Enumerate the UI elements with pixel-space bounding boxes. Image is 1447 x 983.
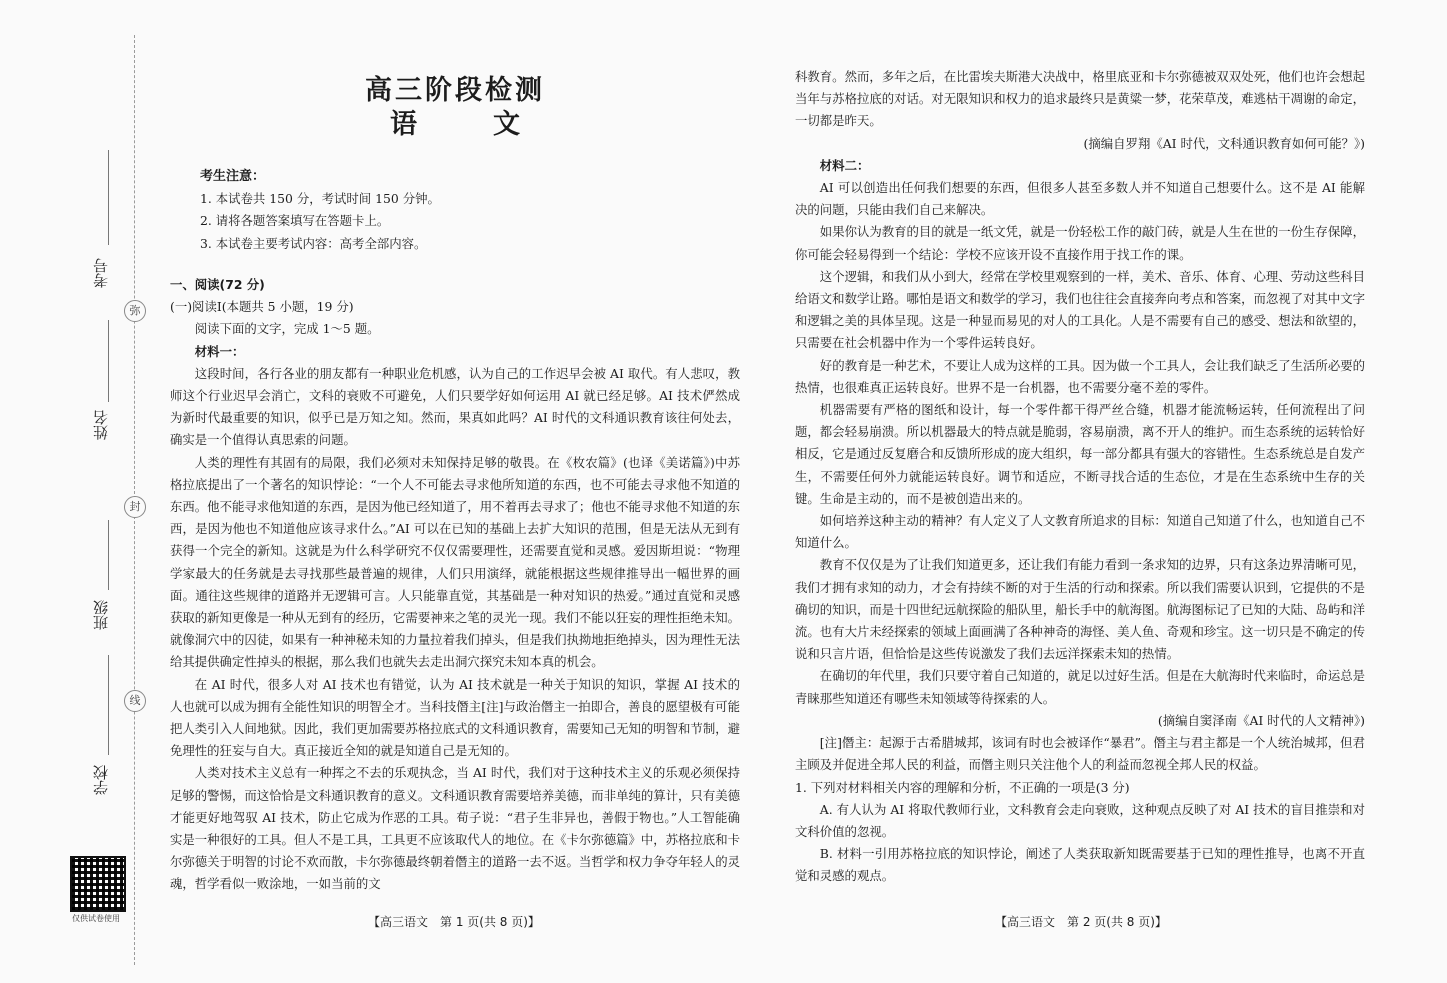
source-citation-1: (摘编自罗翔《AI 时代，文科通识教育如何可能？》) xyxy=(1083,135,1365,151)
section-heading: 一、阅读(72 分) xyxy=(170,277,265,292)
page-2-content xyxy=(795,66,1365,888)
paragraph: 如何培养这种主动的精神？有人定义了人文教育所追求的目标：知道自己知道了什么，也知道自己不知道什么。 xyxy=(795,513,1365,551)
name-line[interactable] xyxy=(108,320,109,402)
paragraph: 这段时间，各行各业的朋友都有一种职业危机感，认为自己的工作迟早会被 AI 取代。有人悲叹，教师这个行业迟早会消亡，文科的衰败不可避免，人们只要学好如何运用 AI 就已经足够。AI 技术俨然成为新时代最重要的知识，似乎已是万知之知。然而，果真如此吗？AI 时代的文科通识教育该往何处去，确实是一个值得认真思索的问题。 xyxy=(170,365,740,448)
binding-margin xyxy=(0,0,165,983)
notice-item: 3. 本试卷主要考试内容：高考全部内容。 xyxy=(200,235,427,251)
material-2-label: 材料二： xyxy=(819,157,870,173)
school-label: 学校 xyxy=(92,765,110,795)
page-2-footer: 【高三语文 第 2 页(共 8 页)】 xyxy=(995,915,1167,929)
class-line[interactable] xyxy=(108,520,109,590)
subject-char-1: 语 xyxy=(390,109,417,140)
notice-item: 2. 请将各题答案填写在答题卡上。 xyxy=(200,213,390,229)
exam-number-line[interactable] xyxy=(108,150,109,245)
paragraph: 在确切的年代里，我们只要守着自己知道的，就足以过好生活。但是在大航海时代来临时，命运总是青睐那些知道还有哪些未知领域等待探索的人。 xyxy=(795,668,1365,706)
class-label: 班级 xyxy=(92,600,110,630)
paragraph: 机器需要有严格的图纸和设计，每一个零件都干得严丝合缝，机器才能流畅运转，任何流程出了问题，都会轻易崩溃。所以机器最大的特点就是脆弱，容易崩溃，离不开人的维护。而生态系统的运转恰好相反，它是通过反复磨合和反馈所形成的庞大组织，每一部分都具有强大的容错性。生态系统总是自发产生，不需要任何外力就能运转良好。调节和适应，不断寻找合适的生态位，才是在生态系统中生存的关键。生命是主动的，而不是被创造出来的。 xyxy=(795,402,1365,506)
paragraph: 好的教育是一种艺术，不要让人成为这样的工具。因为做一个工具人，会让我们缺乏了生活所必要的热情，也很难真正运转良好。世界不是一台机器，也不需要分毫不差的零件。 xyxy=(795,357,1365,395)
instruction: 阅读下面的文字，完成 1～5 题。 xyxy=(194,321,380,337)
seal-mark-feng: 封 xyxy=(124,496,146,518)
qr-code-icon xyxy=(70,856,126,912)
qr-note: 仅供试卷使用 xyxy=(72,914,120,923)
material-1-label: 材料一： xyxy=(194,343,245,359)
paragraph: 科教育。然而，多年之后，在比雷埃夫斯港大决战中，格里底亚和卡尔弥德被双双处死，他们也许会想起当年与苏格拉底的对话。对无限知识和权力的追求最终只是黄粱一梦，花荣草茂，难逃枯干凋谢的命定，一切都是昨天。 xyxy=(795,69,1365,129)
name-label: 姓名 xyxy=(92,410,110,440)
source-citation-2: (摘编自窦泽南《AI 时代的人文精神》) xyxy=(1157,712,1365,728)
exam-title: 高三阶段检测 xyxy=(365,75,545,106)
subject-char-2: 文 xyxy=(493,109,520,140)
seal-mark-xian: 线 xyxy=(124,690,146,712)
paragraph: 人类的理性有其固有的局限，我们必须对未知保持足够的敬畏。在《枚农篇》(也译《美诺篇》)中苏格拉底提出了一个著名的知识悖论：“一个人不可能去寻求他所知道的东西，也不可能去寻求他不知道的东西。他不能寻求他知道的东西，是因为他已经知道了，用不着再去寻求了；他也不能寻求他不知道的东西，是因为他也不知道他应该寻求什么。”AI 可以在已知的基础上去扩大知识的范围，但是无法从无到有获得一个完全的新知。这就是为什么科学研究不仅仅需要理性，还需要直觉和灵感。爱因斯坦说：“物理学家最大的任务就是去寻找那些最普遍的规律，人们只用演绎，就能根据这些规律推导出一幅世界的画面。通往这些规律的道路并无逻辑可言。人只能靠直觉，其基础是一种对知识的热爱。”通过直觉和灵感获取的新知更像是一种从无到有的经历，它需要神来之笔的灵光一现。我们不能以狂妄的理性拒绝未知。就像洞穴中的囚徒，如果有一种神秘未知的力量拉着我们掉头，但是我们执拗地拒绝掉头，因为理性无法给其提供确定性掉头的根据，那么我们也就失去走出洞穴探究未知本真的机会。 xyxy=(170,454,740,670)
paragraph: 人类对技术主义总有一种挥之不去的乐观执念，当 AI 时代，我们对于这种技术主义的乐观必须保持足够的警惕，而这恰恰是文科通识教育的意义。文科通识教育需要培养美德，而非单纯的算计，只有美德才能更好地驾驭 AI 技术，防止它成为作恶的工具。荀子说：“君子生非异也，善假于物也。”人工智能确实是一种很好的工具。但人不是工具，工具更不应该取代人的地位。在《卡尔弥德篇》中，苏格拉底和卡尔弥德关于明智的讨论不欢而散，卡尔弥德最终朝着僭主的道路一去不返。当哲学和权力争夺年轻人的灵魂，哲学看似一败涂地，一如当前的文 xyxy=(170,765,740,892)
option-a: A. 有人认为 AI 将取代教师行业，文科教育会走向衰败，这种观点反映了对 AI 技术的盲目推崇和对文科价值的忽视。 xyxy=(795,801,1365,839)
paragraph: 在 AI 时代，很多人对 AI 技术也有错觉，认为 AI 技术就是一种关于知识的知识，掌握 AI 技术的人也就可以成为拥有全能性知识的明智全才。当科技僭主[注]与政治僭主一拍即合，善良的愿望极有可能把人类引入人间地狱。因此，我们更加需要苏格拉底式的文科通识教育，需要知己无知的明智和节制，避免理性的狂妄与自大。真正接近全知的就是知道自己是无知的。 xyxy=(170,676,740,759)
footnote: [注]僭主：起源于古希腊城邦，该词有时也会被译作“暴君”。僭主与君主都是一个人统治城邦，但君主顾及并促进全邦人民的利益，而僭主则只关注他个人的利益而忽视全邦人民的权益。 xyxy=(795,735,1365,773)
notice-block xyxy=(200,166,700,255)
question-1: 1. 下列对材料相关内容的理解和分析，不正确的一项是(3 分) xyxy=(795,779,1130,795)
school-line[interactable] xyxy=(108,655,109,755)
paragraph: 如果你认为教育的目的就是一纸文凭，就是一份轻松工作的敲门砖，就是人生在世的一份生存保障，你可能会轻易得到一个结论：学校不应该开设不直接作用于找工作的课。 xyxy=(795,224,1365,262)
seal-mark-mi: 弥 xyxy=(124,300,146,322)
subsection-heading: (一)阅读Ⅰ(本题共 5 小题，19 分) xyxy=(170,299,354,315)
notice-heading: 考生注意： xyxy=(200,169,266,184)
paragraph: AI 可以创造出任何我们想要的东西，但很多人甚至多数人并不知道自己想要什么。这不是 AI 能解决的问题，只能由我们自己来解决。 xyxy=(795,180,1365,218)
option-b: B. 材料一引用苏格拉底的知识悖论，阐述了人类获取新知既需要基于已知的理性推导，也离不开直觉和灵感的观点。 xyxy=(795,846,1365,884)
page-1-footer: 【高三语文 第 1 页(共 8 页)】 xyxy=(368,915,540,929)
paragraph: 教育不仅仅是为了让我们知道更多，还让我们有能力看到一条求知的边界，只有这条边界清晰可见，我们才拥有求知的动力，才会有持续不断的对于生活的行动和探索。所以我们需要认识到，它提供的不是确切的知识，而是十四世纪远航探险的船队里，船长手中的航海图。航海图标记了已知的大陆、岛屿和洋流。也有大片未经探索的领域上面画满了各种神奇的海怪、美人鱼、奇观和珍宝。这一切只是不确定的传说和只言片语，但恰恰是这些传说激发了我们去远洋探索未知的热情。 xyxy=(795,557,1365,662)
exam-number-label: 考号 xyxy=(92,258,110,288)
paragraph: 这个逻辑，和我们从小到大，经常在学校里观察到的一样，美术、音乐、体育、心理、劳动这些科目给语文和数学让路。哪怕是语文和数学的学习，我们也往往会直接奔向考点和答案，而忽视了对其中文字和逻辑之美的具体呈现。这是一种显而易见的对人的工具化。人是不需要有自己的感受、想法和欲望的，只需要在社会机器中作为一个零件运转良好。 xyxy=(795,268,1365,351)
subject-title xyxy=(170,102,740,141)
notice-item: 1. 本试卷共 150 分，考试时间 150 分钟。 xyxy=(200,191,440,207)
reading-section xyxy=(170,274,740,896)
